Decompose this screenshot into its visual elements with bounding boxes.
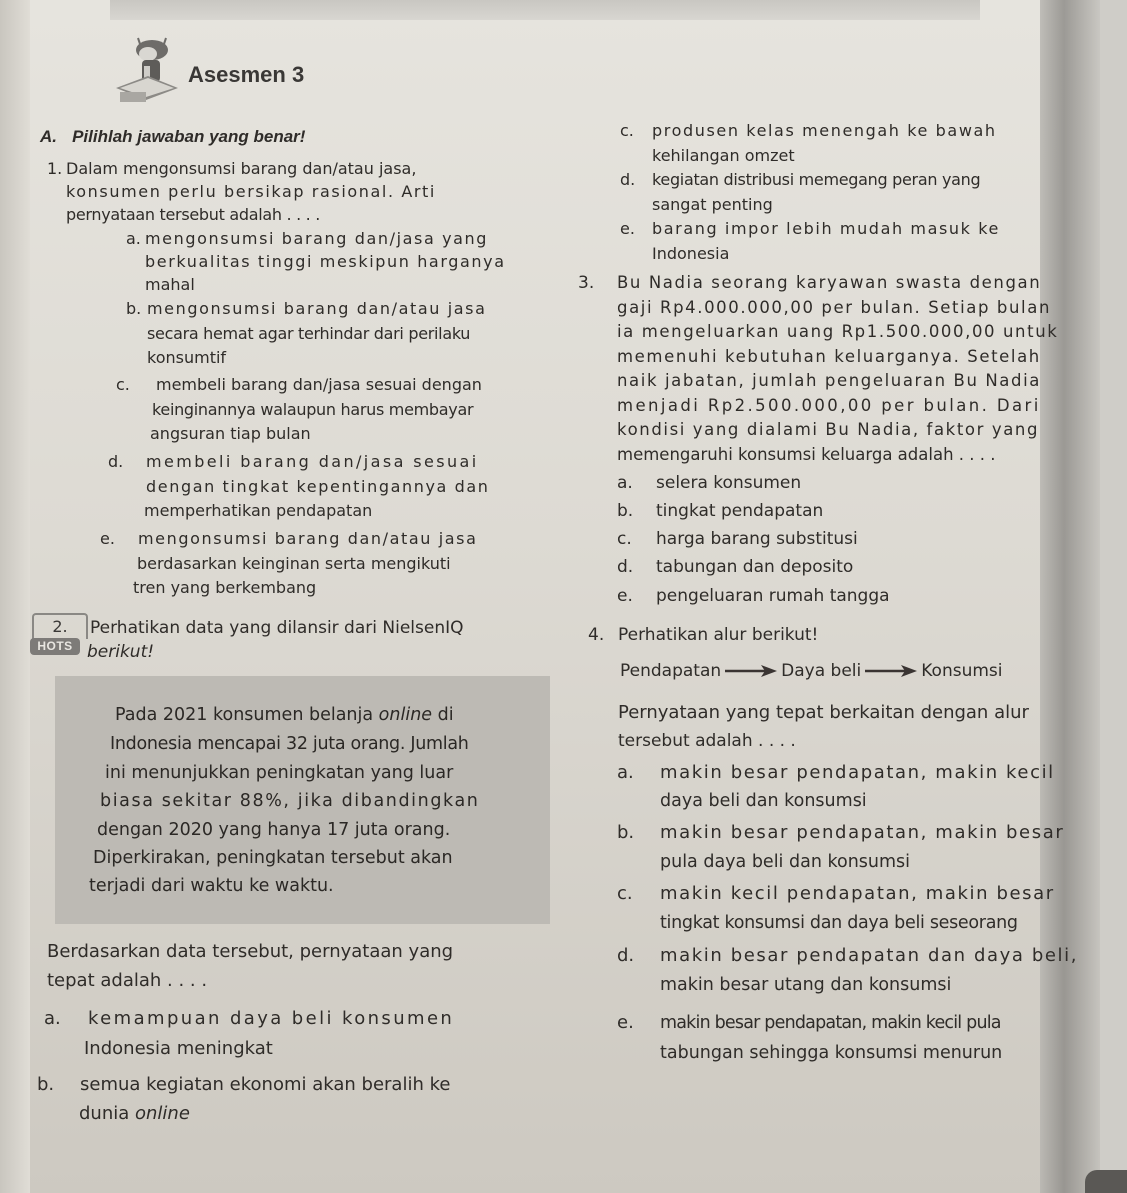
option-letter: c. xyxy=(116,375,130,394)
option-letter: d. xyxy=(617,945,635,966)
option-e[interactable]: makin besar pendapatan, makin kecil pula xyxy=(660,1013,1001,1033)
option-letter: b. xyxy=(617,822,635,843)
option-d[interactable]: makin besar pendapatan dan daya beli, xyxy=(660,945,1079,966)
option-letter: c. xyxy=(617,883,633,904)
option-letter: d. xyxy=(620,170,636,189)
option-letter: c. xyxy=(617,529,632,549)
option-a[interactable]: mengonsumsi barang dan/jasa yang xyxy=(145,229,489,248)
arrow-right-icon xyxy=(723,664,779,678)
flow-step-income: Pendapatan xyxy=(620,661,722,681)
option-c[interactable]: produsen kelas menengah ke bawah xyxy=(652,121,997,140)
flow-step-purchasing-power: Daya beli xyxy=(781,661,862,681)
page-fold-shadow xyxy=(1040,0,1100,1193)
flow-step-consumption: Konsumsi xyxy=(921,661,1003,681)
option-c[interactable]: makin kecil pendapatan, makin besar xyxy=(660,883,1055,904)
option-e[interactable]: mengonsumsi barang dan/atau jasa xyxy=(138,529,478,548)
option-b[interactable]: makin besar pendapatan, makin besar xyxy=(660,822,1065,843)
option-a[interactable]: selera konsumen xyxy=(656,473,802,493)
option-letter: b. xyxy=(126,299,142,318)
page-left-shadow xyxy=(0,0,30,1193)
option-c[interactable]: membeli barang dan/jasa sesuai dengan xyxy=(156,375,482,394)
flow-diagram xyxy=(620,661,1003,681)
object-corner xyxy=(1085,1170,1127,1193)
assessment-header xyxy=(108,36,304,106)
question-number-tab: 2. xyxy=(32,613,88,639)
option-letter: a. xyxy=(44,1008,61,1029)
option-b[interactable]: mengonsumsi barang dan/atau jasa xyxy=(147,299,487,318)
option-b[interactable]: tingkat pendapatan xyxy=(656,501,824,521)
option-c[interactable]: harga barang substitusi xyxy=(656,529,858,549)
hots-badge: HOTS xyxy=(30,638,80,655)
question-number: 3. xyxy=(578,273,595,293)
option-e[interactable]: pengeluaran rumah tangga xyxy=(656,586,890,606)
option-letter: e. xyxy=(100,529,115,548)
previous-content-band xyxy=(110,0,980,20)
option-letter: a. xyxy=(126,229,141,248)
option-letter: c. xyxy=(620,121,634,140)
adjacent-page-edge xyxy=(1100,0,1127,1193)
option-letter: a. xyxy=(617,762,634,783)
option-letter: e. xyxy=(617,1012,634,1033)
student-reading-mascot-icon xyxy=(108,36,186,106)
nielseniq-data-box: Pada 2021 konsumen belanja online di Indonesia mencapai 32 juta orang. Jumlah ini menunjukkan peningkatan yang luar biasa sekitar 88%, jika dibandingkan dengan 2020 yang hanya 17 juta orang. Diperkirakan, peningkatan tersebut akan terjadi dari waktu ke waktu. xyxy=(55,676,550,924)
option-e[interactable]: barang impor lebih mudah masuk ke xyxy=(652,219,1000,238)
option-d[interactable]: membeli barang dan/jasa sesuai xyxy=(146,452,479,471)
option-b[interactable]: semua kegiatan ekonomi akan beralih ke xyxy=(80,1074,451,1095)
textbook-page: Asesmen 3 A. Pilihlah jawaban yang benar! 1. Dalam mengonsumsi barang dan/atau jasa, konsumen perlu bersikap rasional. Arti pernyataan tersebut adalah . . . . a. mengonsumsi barang dan/jasa yang berkualitas tinggi meskipun harganya mahal b. mengonsumsi barang dan/atau jasa secara hemat agar terhindar dari perilaku konsumtif c. membeli barang dan/jasa sesuai dengan keinginannya walaupun harus membayar angsuran tiap bulan d. membeli barang dan/jasa sesuai dengan tingkat kepentingannya dan memperhatikan pendapatan e. mengonsumsi barang dan/atau jasa berdasarkan keinginan serta mengikuti tren yang berkembang 2. HOTS Perhatikan data yang dilansir dari NielsenIQ berikut! Pada 2021 konsumen belanja online di Indonesia mencapai 32 juta orang. Jumlah ini menunjukkan peningkatan yang luar biasa sekitar 88%, jika dibandingkan dengan 2020 yang hanya 17 juta orang. Diperkirakan, peningkatan tersebut akan terjadi dari waktu ke waktu. Berdasarkan data tersebut, pernyataan yang tepat adalah . . . . a. kemampuan daya beli konsumen Indonesia meningkat b. semua kegiatan ekonomi akan beralih ke dunia online c. produsen kelas menengah ke bawah kehilangan omzet d. kegiatan distribusi memegang peran yang sangat penting e. barang impor lebih mudah masuk ke Indonesia 3. Bu Nadia seorang karyawan swasta dengan gaji Rp4.000.000,00 per bulan. Setiap bulan ia mengeluarkan uang Rp1.500.000,00 untuk memenuhi kebutuhan keluarganya. Setelah naik jabatan, jumlah pengeluaran Bu Nadia menjadi Rp2.500.000,00 per bulan. Dari kondisi yang dialami Bu Nadia, faktor yang memengaruhi konsumsi keluarga adalah . . . . a. selera konsumen b. tingkat pendapatan c. harga barang substitusi d. tabungan dan deposito e. pengeluaran rumah tangga 4. Perhatikan alur berikut! Pendapatan Daya beli Konsumsi Pernyataan yang tepat berkaitan dengan alur tersebut adalah . . . . a. makin besar pendapatan, makin kecil daya beli dan konsumsi b. makin besar pendapatan, makin besar pula daya beli dan konsumsi c. makin kecil pendapatan, makin besar tingkat konsumsi dan daya beli seseorang d. makin besar pendapatan dan daya beli, makin besar utang dan konsumsi e. makin besar pendapatan, makin kecil pula tabungan sehingga konsumsi menurun xyxy=(0,0,1127,1193)
question-number: 4. xyxy=(588,625,605,645)
option-letter: d. xyxy=(617,557,634,577)
box-line-1: Pada 2021 konsumen belanja online di xyxy=(115,705,454,725)
option-letter: e. xyxy=(620,219,635,238)
option-letter: e. xyxy=(617,586,633,606)
option-letter: b. xyxy=(37,1074,55,1095)
question-number: 1. xyxy=(47,159,63,178)
option-d[interactable]: tabungan dan deposito xyxy=(656,557,854,577)
arrow-right-icon xyxy=(863,664,919,678)
option-letter: d. xyxy=(108,452,124,471)
option-letter: b. xyxy=(617,501,634,521)
option-d[interactable]: kegiatan distribusi memegang peran yang xyxy=(652,170,981,189)
page-title: Asesmen 3 xyxy=(188,62,305,87)
option-letter: a. xyxy=(617,473,633,493)
option-a[interactable]: makin besar pendapatan, makin kecil xyxy=(660,762,1055,783)
option-a[interactable]: kemampuan daya beli konsumen xyxy=(88,1008,455,1029)
section-instruction: A. Pilihlah jawaban yang benar! xyxy=(40,127,306,146)
